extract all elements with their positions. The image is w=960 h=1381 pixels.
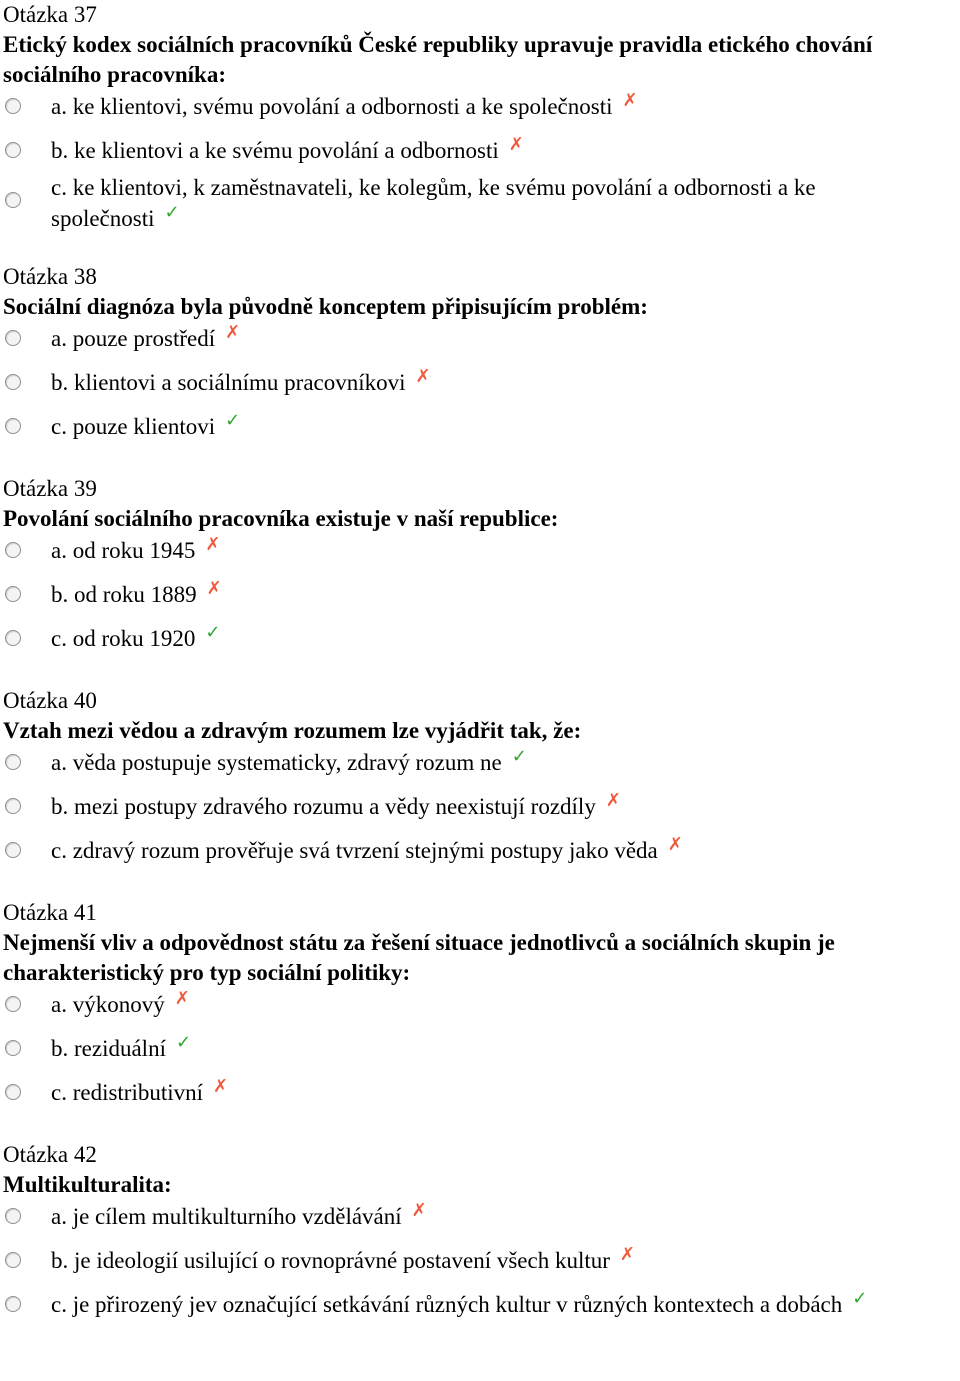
radio-button-icon[interactable] (5, 754, 21, 770)
answer-option[interactable] (3, 1202, 960, 1246)
option-label: c. ke klientovi, k zaměstnavateli, ke kolegům, ke svému povolání a odbornosti a ke společnosti (51, 175, 816, 231)
question-number: Otázka 39 (3, 476, 97, 501)
question-number: Otázka 41 (3, 900, 97, 925)
answer-option[interactable] (3, 580, 960, 624)
answer-option[interactable] (3, 172, 960, 262)
radio-button-icon[interactable] (5, 374, 21, 390)
radio-button-icon[interactable] (5, 630, 21, 646)
option-label: a. ke klientovi, svému povolání a odbornosti a ke společnosti (51, 94, 613, 119)
answer-option[interactable] (3, 412, 960, 474)
cross-mark-icon: ✗ (206, 578, 222, 599)
question-number: Otázka 37 (3, 2, 97, 27)
radio-button-icon[interactable] (5, 142, 21, 158)
option-label: a. výkonový (51, 992, 165, 1017)
radio-button-icon[interactable] (5, 542, 21, 558)
answer-option[interactable] (3, 1034, 960, 1078)
answer-option[interactable] (3, 748, 960, 792)
answer-option[interactable] (3, 1078, 960, 1140)
cross-mark-icon: ✗ (411, 1200, 427, 1221)
option-label: c. redistributivní (51, 1080, 204, 1105)
question-text: Povolání sociálního pracovníka existuje v naší republice: (3, 506, 559, 531)
answer-option[interactable] (3, 1246, 960, 1290)
answer-option[interactable] (3, 92, 960, 136)
check-mark-icon: ✓ (225, 410, 241, 431)
answer-option[interactable] (3, 324, 960, 368)
answer-option[interactable] (3, 792, 960, 836)
option-label: c. od roku 1920 (51, 626, 196, 651)
answer-option[interactable] (3, 1290, 960, 1330)
radio-button-icon[interactable] (5, 996, 21, 1012)
option-label: c. zdravý rozum prověřuje svá tvrzení stejnými postupy jako věda (51, 838, 658, 863)
question-text: Sociální diagnóza byla původně konceptem připisujícím problém: (3, 294, 648, 319)
option-label: b. reziduální (51, 1036, 166, 1061)
question-39 (3, 474, 960, 686)
question-37 (3, 0, 960, 262)
radio-button-icon[interactable] (5, 1040, 21, 1056)
check-mark-icon: ✓ (164, 202, 180, 223)
option-label: a. je cílem multikulturního vzdělávání (51, 1204, 402, 1229)
cross-mark-icon: ✗ (205, 534, 221, 555)
option-label: c. je přirozený jev označující setkávání různých kultur v různých kontextech a dobách (51, 1292, 843, 1317)
check-mark-icon: ✓ (205, 622, 221, 643)
radio-button-icon[interactable] (5, 842, 21, 858)
radio-button-icon[interactable] (5, 798, 21, 814)
cross-mark-icon: ✗ (508, 134, 524, 155)
option-label: b. mezi postupy zdravého rozumu a vědy neexistují rozdíly (51, 794, 596, 819)
check-mark-icon: ✓ (852, 1288, 868, 1309)
question-number: Otázka 42 (3, 1142, 97, 1167)
option-label: b. ke klientovi a ke svému povolání a odbornosti (51, 138, 499, 163)
answer-option[interactable] (3, 624, 960, 686)
radio-button-icon[interactable] (5, 98, 21, 114)
option-label: b. je ideologií usilující o rovnoprávné postavení všech kultur (51, 1248, 610, 1273)
cross-mark-icon: ✗ (619, 1244, 636, 1265)
cross-mark-icon: ✗ (622, 90, 638, 111)
question-38 (3, 262, 960, 474)
cross-mark-icon: ✗ (174, 988, 190, 1009)
radio-button-icon[interactable] (5, 586, 21, 602)
check-mark-icon: ✓ (175, 1032, 192, 1053)
answer-option[interactable] (3, 536, 960, 580)
question-42 (3, 1140, 960, 1330)
radio-button-icon[interactable] (5, 1084, 21, 1100)
answer-option[interactable] (3, 136, 960, 172)
question-40 (3, 686, 960, 898)
question-text: Vztah mezi vědou a zdravým rozumem lze vyjádřit tak, že: (3, 718, 582, 743)
option-label: a. věda postupuje systematicky, zdravý rozum ne (51, 750, 502, 775)
answer-option[interactable] (3, 836, 960, 898)
question-text: Etický kodex sociálních pracovníků České republiky upravuje pravidla etického chování sociálního pracovníka: (3, 32, 873, 87)
option-label: b. klientovi a sociálnímu pracovníkovi (51, 370, 406, 395)
answer-option[interactable] (3, 990, 960, 1034)
radio-button-icon[interactable] (5, 330, 21, 346)
cross-mark-icon: ✗ (667, 834, 683, 855)
cross-mark-icon: ✗ (225, 322, 241, 343)
radio-button-icon[interactable] (5, 1208, 21, 1224)
option-label: c. pouze klientovi (51, 414, 216, 439)
question-text: Nejmenší vliv a odpovědnost státu za řešení situace jednotlivců a sociálních skupin je charakteristický pro typ sociální politiky: (3, 930, 835, 985)
radio-button-icon[interactable] (5, 192, 21, 208)
radio-button-icon[interactable] (5, 1296, 21, 1312)
cross-mark-icon: ✗ (415, 366, 431, 387)
cross-mark-icon: ✗ (605, 790, 621, 811)
option-label: b. od roku 1889 (51, 582, 197, 607)
question-number: Otázka 38 (3, 264, 97, 289)
question-text: Multikulturalita: (3, 1172, 172, 1197)
radio-button-icon[interactable] (5, 418, 21, 434)
radio-button-icon[interactable] (5, 1252, 21, 1268)
option-label: a. od roku 1945 (51, 538, 196, 563)
question-41 (3, 898, 960, 1140)
question-number: Otázka 40 (3, 688, 97, 713)
answer-option[interactable] (3, 368, 960, 412)
cross-mark-icon: ✗ (213, 1076, 229, 1097)
check-mark-icon: ✓ (511, 746, 527, 767)
option-label: a. pouze prostředí (51, 326, 216, 351)
